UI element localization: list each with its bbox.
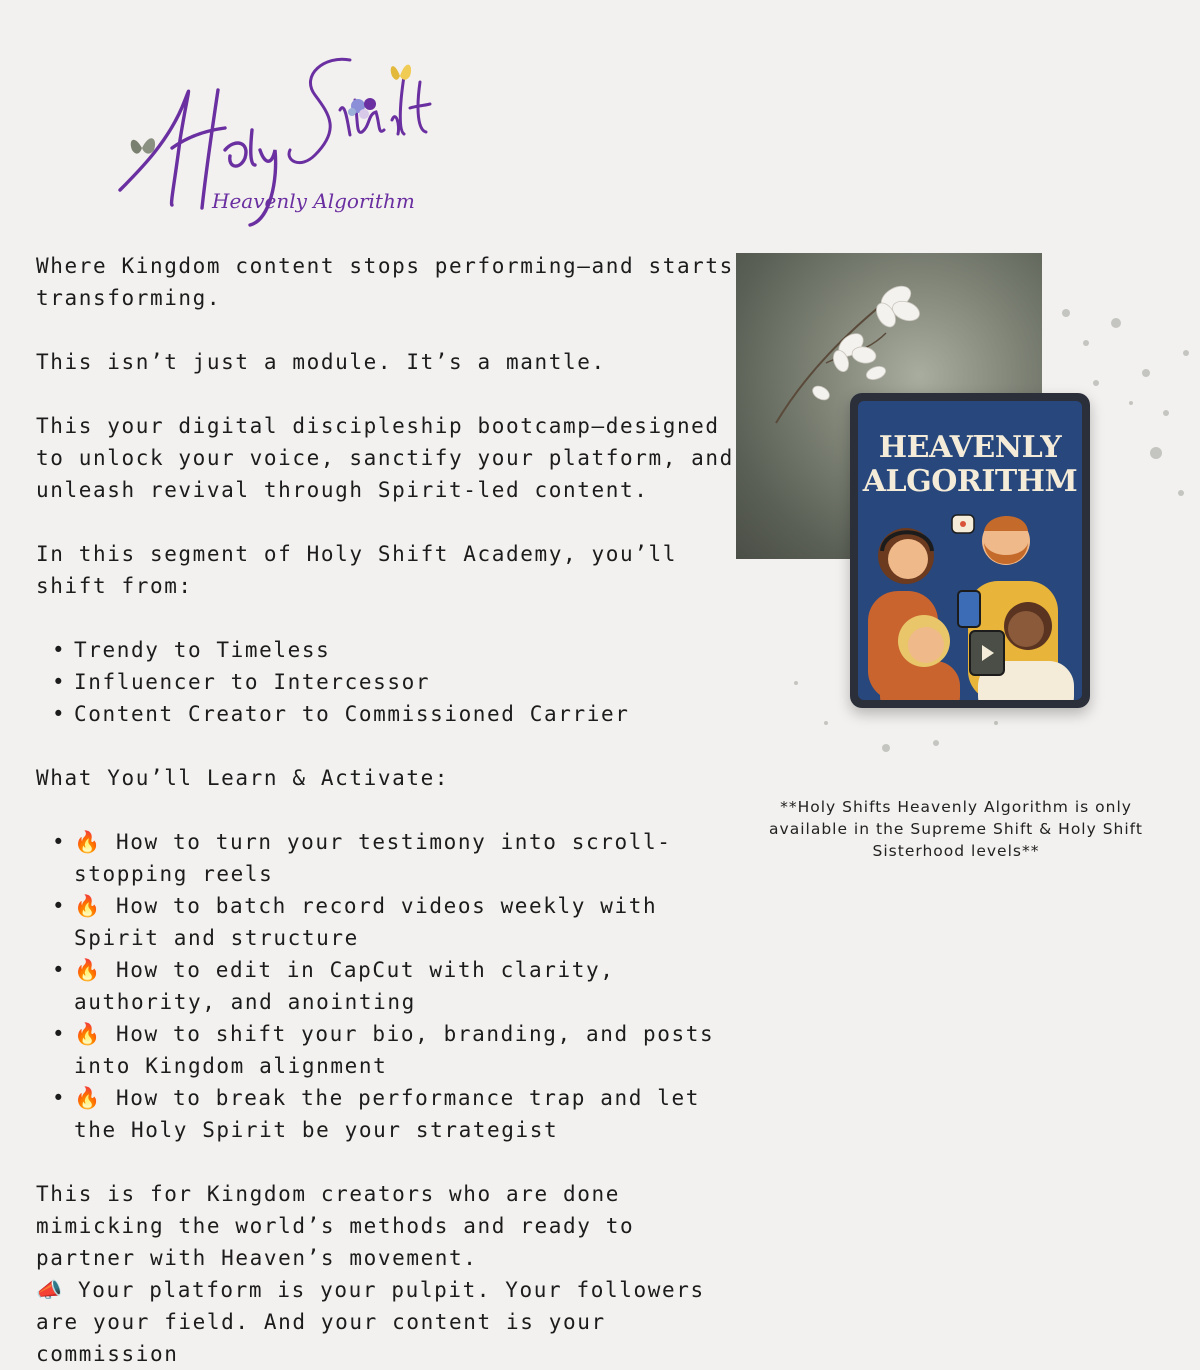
- learn-item-text: How to break the performance trap and let the Holy Spirit be your strategist: [74, 1086, 700, 1142]
- product-caption: **Holy Shifts Heavenly Algorithm is only available in the Supreme Shift & Holy Shift Sisterhood levels**: [769, 798, 1143, 860]
- list-item: • Content Creator to Commissioned Carrier: [74, 698, 736, 730]
- list-item: [74, 826, 736, 890]
- logo-graphic: [100, 30, 460, 240]
- closing-line-2: [36, 1274, 736, 1370]
- list-item: • Trendy to Timeless: [74, 634, 736, 666]
- learn-item-text: How to shift your bio, branding, and posts into Kingdom alignment: [74, 1022, 715, 1078]
- intro-segment: In this segment of Holy Shift Academy, you’ll shift from:: [36, 542, 677, 598]
- learn-item-text: How to edit in CapCut with clarity, authority, and anointing: [74, 958, 615, 1014]
- cover-illustration: [858, 501, 1082, 700]
- closing-line-2-text: Your platform is your pulpit. Your followers are your field. And your content is your commission: [36, 1278, 705, 1366]
- list-item: [74, 890, 736, 954]
- closing-line-1: This is for Kingdom creators who are done mimicking the world’s methods and ready to partner with Heaven’s movement.: [36, 1182, 635, 1270]
- list-item: • Influencer to Intercessor: [74, 666, 736, 698]
- grey-butterfly-icon: [131, 138, 155, 153]
- gold-butterfly-icon: [391, 65, 411, 80]
- fire-icon: 🔥: [74, 958, 102, 982]
- fire-icon: 🔥: [74, 1086, 102, 1110]
- cover-title-line-2: ALGORITHM: [862, 464, 1078, 499]
- fire-icon: 🔥: [74, 830, 102, 854]
- fire-icon: 🔥: [74, 1022, 102, 1046]
- cover-title-line-1: HEAVENLY: [878, 430, 1062, 465]
- learn-heading: What You’ll Learn & Activate:: [36, 766, 450, 790]
- list-item: [74, 1018, 736, 1082]
- list-item: [74, 954, 736, 1018]
- learn-item-text: How to turn your testimony into scroll-stopping reels: [74, 830, 672, 886]
- main-content: [36, 250, 736, 1370]
- intro-mantle: This isn’t just a module. It’s a mantle.: [36, 350, 606, 374]
- intro-tagline: Where Kingdom content stops performing—and starts transforming.: [36, 254, 734, 310]
- learn-list: [36, 826, 736, 1146]
- learn-item-text: How to batch record videos weekly with Spirit and structure: [74, 894, 658, 950]
- closing-section: [36, 1178, 736, 1370]
- fire-icon: 🔥: [74, 894, 102, 918]
- shift-list: [36, 634, 736, 730]
- product-image: [736, 253, 1200, 773]
- book-cover: [858, 401, 1082, 700]
- list-item: [74, 1082, 736, 1146]
- tablet-mockup: [850, 393, 1090, 708]
- megaphone-icon: 📣: [36, 1278, 64, 1302]
- intro-bootcamp: This your digital discipleship bootcamp—designed to unlock your voice, sanctify your platform, and unleash revival through Spirit-led content.: [36, 414, 734, 502]
- holy-shift-logo: [100, 30, 460, 240]
- logo-subtitle: Heavenly Algorithm: [212, 189, 415, 213]
- cover-title: [858, 431, 1082, 499]
